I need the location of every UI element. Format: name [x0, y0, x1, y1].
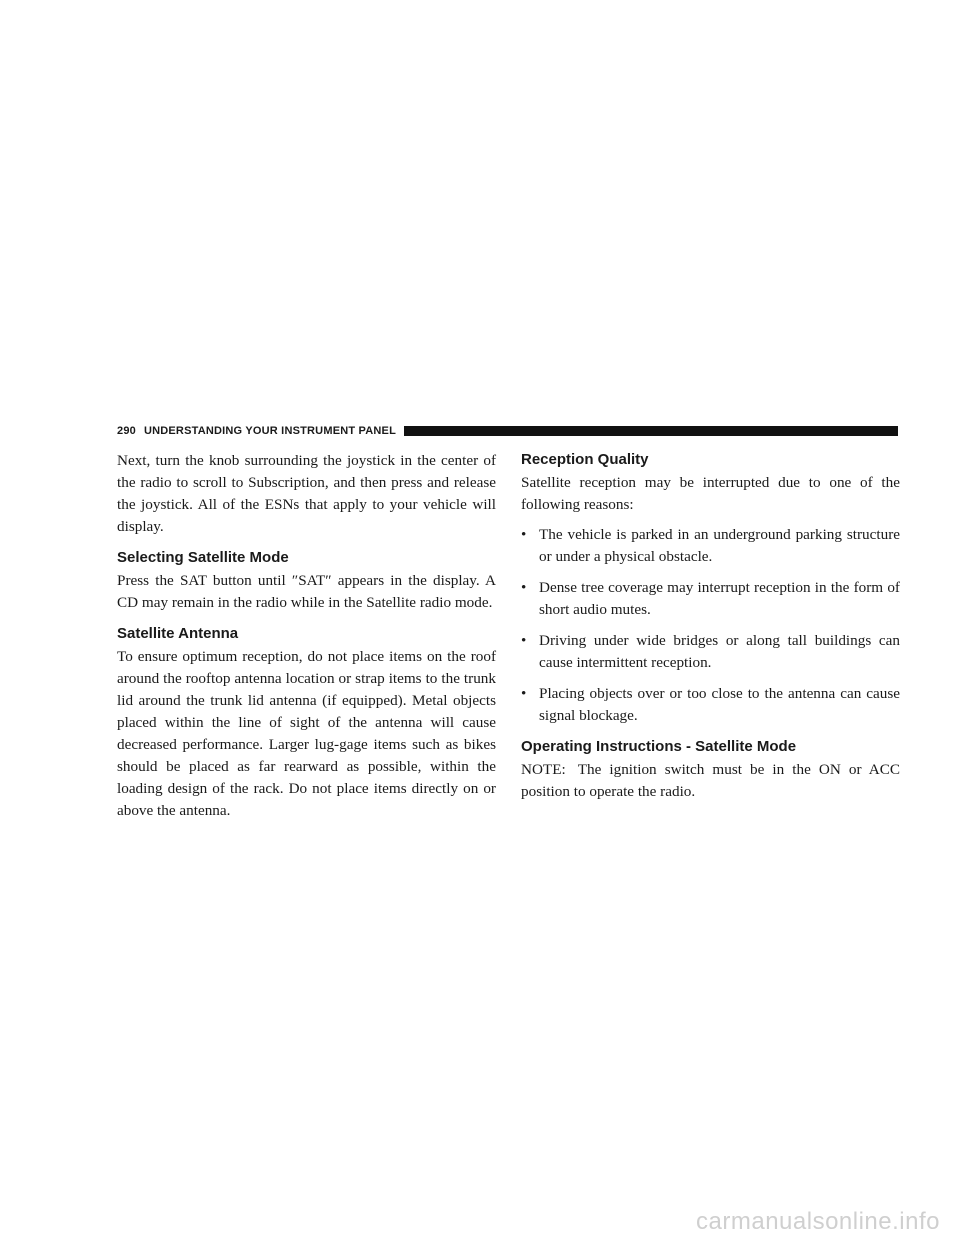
- list-item: • Driving under wide bridges or along tall buildings can cause intermittent reception.: [521, 632, 900, 671]
- list-item: • Dense tree coverage may interrupt reception in the form of short audio mutes.: [521, 579, 900, 618]
- note-label: NOTE:: [521, 761, 566, 778]
- list-item: • Placing objects over or too close to the antenna can cause signal blockage.: [521, 685, 900, 724]
- bullet-icon: •: [521, 685, 527, 702]
- satellite-antenna-heading: Satellite Antenna: [117, 625, 239, 642]
- reception-reasons-list: [521, 524, 900, 727]
- operating-instructions-heading: Operating Instructions - Satellite Mode: [521, 738, 797, 755]
- right-column: [521, 450, 900, 811]
- intro-paragraph: Next, turn the knob surrounding the joystick in the center of the radio to scroll to Subscription, and then press and release the joystick. All of the ESNs that apply to your vehicle will display.: [117, 452, 496, 535]
- section-title: UNDERSTANDING YOUR INSTRUMENT PANEL: [143, 425, 397, 437]
- left-column: [117, 450, 496, 830]
- reception-quality-intro: Satellite reception may be interrupted due to one of the following reasons:: [521, 474, 900, 513]
- header-rule: [404, 426, 898, 436]
- list-item: • The vehicle is parked in an underground parking structure or under a physical obstacle.: [521, 526, 900, 565]
- note-text: The ignition switch must be in the ON or ACC position to operate the radio.: [521, 761, 900, 800]
- bullet-icon: •: [521, 579, 527, 596]
- page-header: [117, 424, 898, 438]
- note-paragraph: [521, 759, 900, 803]
- bullet-icon: •: [521, 632, 527, 649]
- reception-quality-heading: Reception Quality: [521, 451, 649, 468]
- satellite-antenna-text: To ensure optimum reception, do not place items on the roof around the rooftop antenna location or strap items to the trunk lid around the trunk lid antenna (if equipped). Metal objects placed within the line of sight of the antenna will cause decreased performance. Larger lug-gage items such as bikes should be placed as far rearward as possible, within the loading design of the rack. Do not place items directly on or above the antenna.: [117, 648, 496, 819]
- selecting-satellite-mode-heading: Selecting Satellite Mode: [117, 549, 289, 566]
- page-number: 290: [117, 425, 136, 437]
- selecting-satellite-mode-text: Press the SAT button until ″SAT″ appears in the display. A CD may remain in the radio while in the Satellite radio mode.: [117, 572, 496, 611]
- watermark: carmanualsonline.info: [696, 1208, 940, 1235]
- bullet-icon: •: [521, 526, 527, 543]
